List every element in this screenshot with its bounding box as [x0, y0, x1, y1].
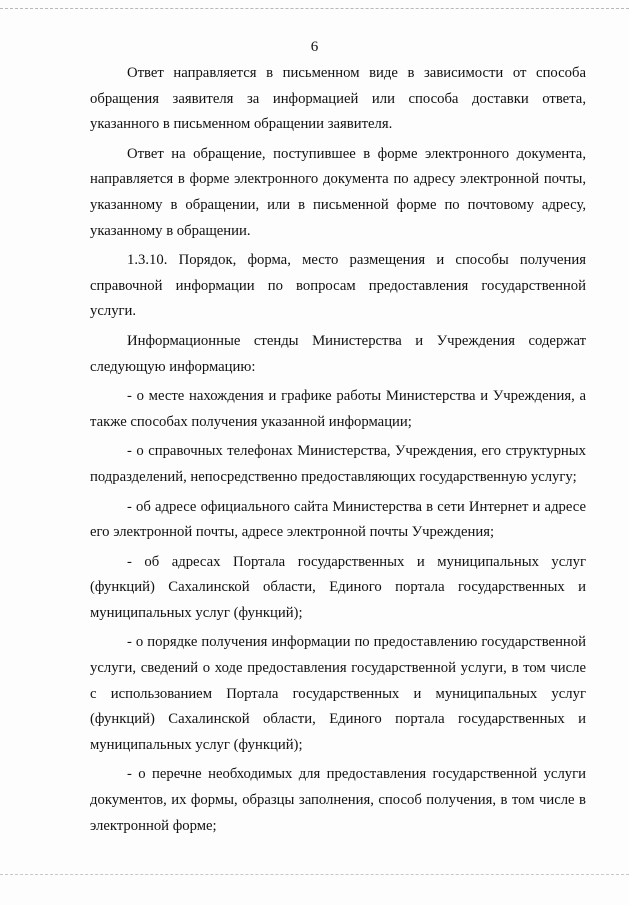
list-item-phones: - о справочных телефонах Министерства, Учреждения, его структурных подразделений, непосредственно предоставляющих государственную услугу;: [90, 443, 586, 485]
scan-edge-bottom: [0, 874, 629, 875]
list-item-documents: - о перечне необходимых для предоставления государственной услуги документов, их формы, образцы заполнения, способ получения, в том числе в электронной форме;: [90, 766, 586, 834]
paragraph-electronic-answer: Ответ на обращение, поступившее в форме электронного документа, направляется в форме электронного документа по адресу электронной почты, указанному в обращении, или в письменной форме по почтовому адресу, указанному в обращении.: [90, 145, 586, 239]
page-number: 6: [310, 39, 319, 55]
list-item-procedure: - о порядке получения информации по предоставлению государственной услуги, сведений о ходе предоставления государственной услуги, в том числе с использованием Портала государственных и муниципальных услуг (функций) Сахалинской области, Единого портала государственных и муниципальных услуг (функций);: [90, 634, 586, 753]
body-text: [90, 61, 586, 843]
list-item-website-email: - об адресе официального сайта Министерства в сети Интернет и адресе его электронной почты, адресе электронной почты Учреждения;: [90, 498, 586, 541]
list-item-location-schedule: - о месте нахождения и графике работы Министерства и Учреждения, а также способах получения указанной информации;: [90, 388, 586, 430]
list-item-portals: - об адресах Портала государственных и муниципальных услуг (функций) Сахалинской области, Единого портала государственных и муниципальных услуг (функций);: [90, 553, 586, 621]
paragraph-info-stands: Информационные стенды Министерства и Учреждения содержат следующую информацию:: [90, 332, 586, 375]
paragraph-section-1-3-10: 1.3.10. Порядок, форма, место размещения и способы получения справочной информации по вопросам предоставления государственной услуги.: [90, 252, 586, 320]
scan-edge-top: [0, 8, 629, 9]
paragraph-answer-method: Ответ направляется в письменном виде в зависимости от способа обращения заявителя за информацией или способа доставки ответа, указанного в письменном обращении заявителя.: [90, 65, 586, 133]
